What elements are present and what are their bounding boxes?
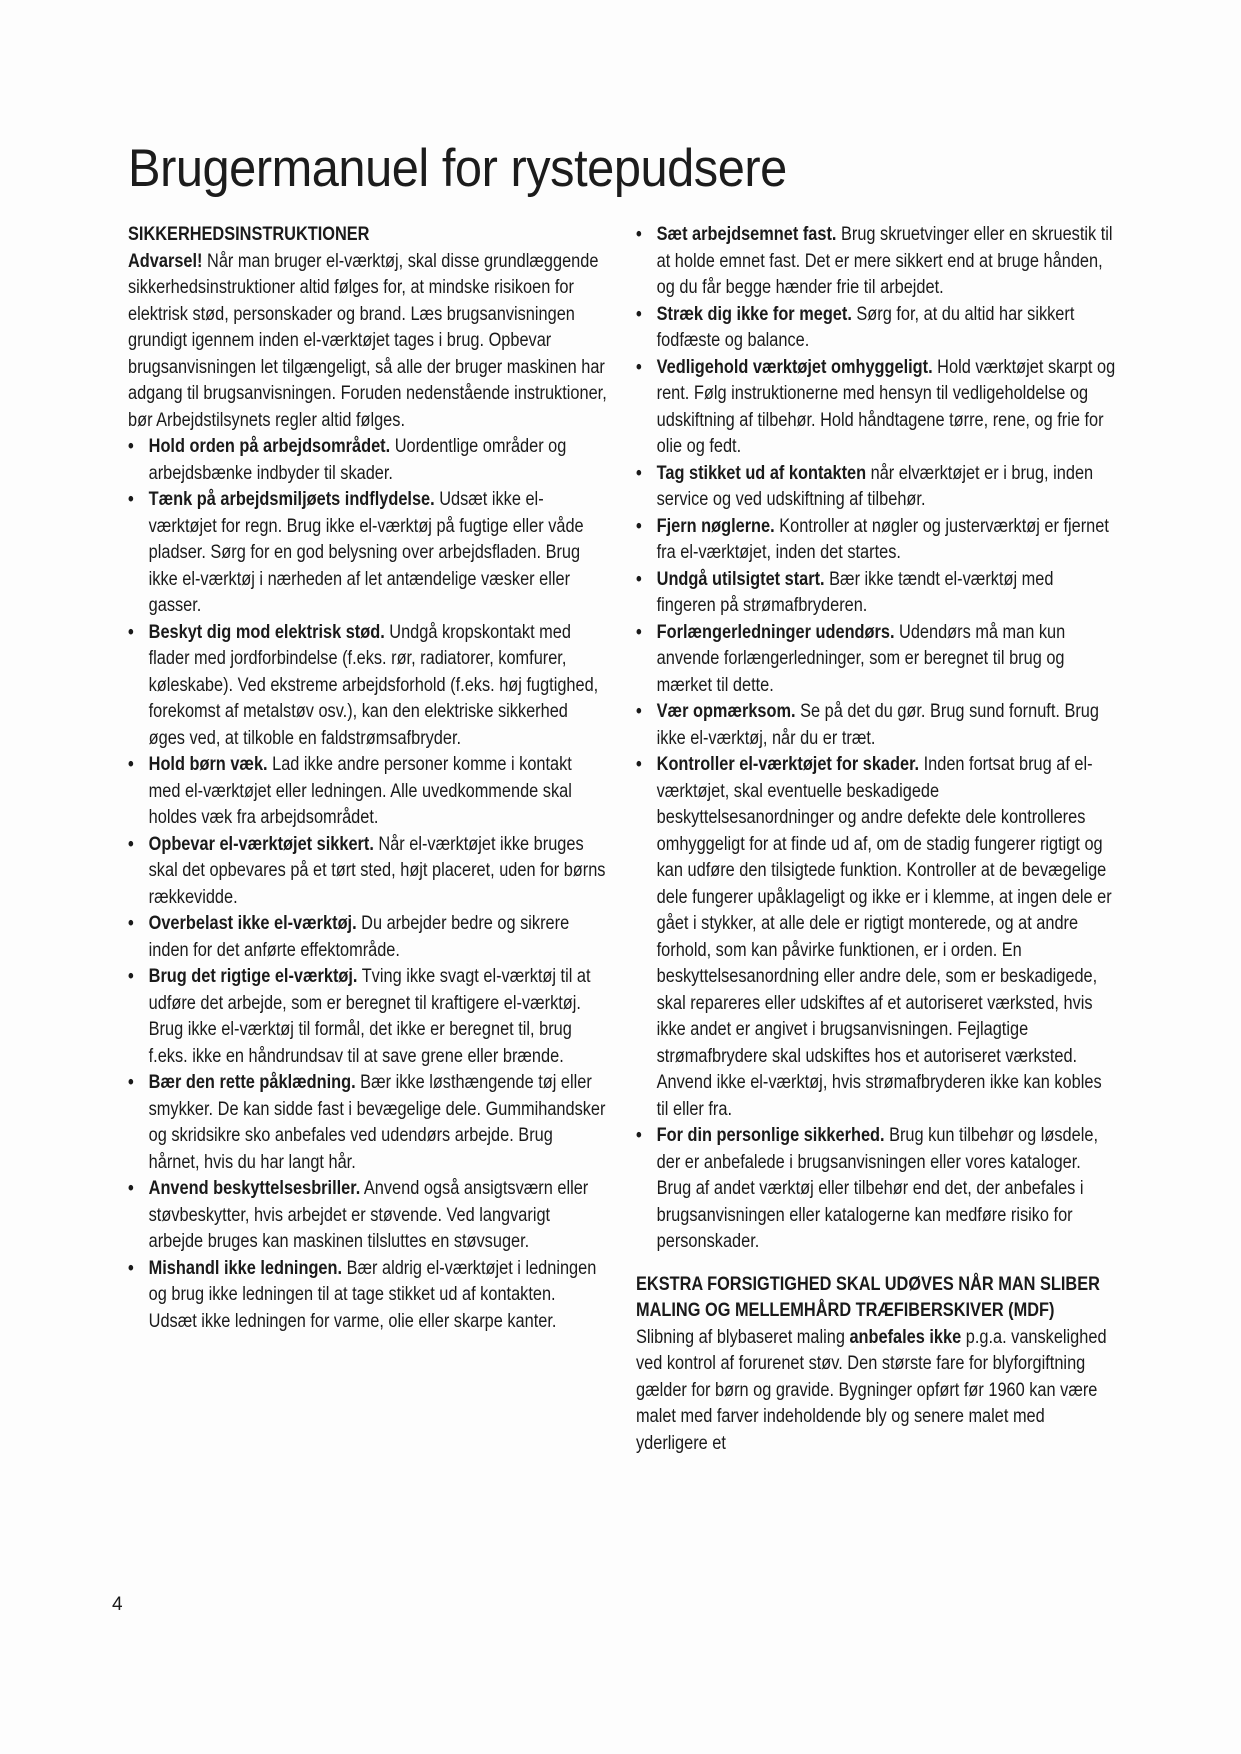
- safety-heading: SIKKERHEDSINSTRUKTIONER: [128, 224, 370, 245]
- bullet-glyph: •: [128, 913, 134, 934]
- bullet-glyph: •: [128, 754, 134, 775]
- warning-lead: Advarsel!: [128, 250, 203, 272]
- bullet-lead: Forlængerledninger udendørs.: [656, 621, 895, 643]
- bullet-text: Anvend også ansigtsværn eller støvbeskytter, hvis arbejdet er støvende. Ved langvarigt arbejde bruges kan maskinen tilsluttes en støvsuger.: [148, 1178, 589, 1252]
- bullet-lead: Fjern nøglerne.: [656, 515, 775, 537]
- bullet-text: Tving ikke svagt el-værktøj til at udføre det arbejde, som er beregnet til kraftigere el-værktøj. Brug ikke el-værktøj til formål, det ikke er beregnet til, brug f.eks. ikke en håndrundsav til at save grene eller brænde.: [148, 966, 591, 1067]
- page-number: 4: [112, 1594, 123, 1615]
- bullet-lead: Bær den rette påklædning.: [148, 1072, 356, 1093]
- bullet-lead: For din personlige sikkerhed.: [656, 1125, 885, 1146]
- bullet-text: Hold værktøjet skarpt og rent. Følg instruktionerne med hensyn til vedligeholdelse og udskiftning af tilbehør. Hold håndtagene tørre, rene, og frie for olie og fedt.: [656, 356, 1116, 457]
- bullet-text: Undgå kropskontakt med flader med jordforbindelse (f.eks. rør, radiatorer, komfurer, køleskabe). Ved ekstreme arbejdsforhold (f.eks. høj fugtighed, forekomst af metalstøv osv.), kan den elektriske sikkerhed øges ved, at tilkoble en faldstrømsafbryder.: [148, 621, 599, 749]
- bullet-glyph: •: [636, 754, 642, 775]
- bullet-glyph: •: [128, 1072, 134, 1093]
- bullet-text: Inden fortsat brug af el-værktøjet, skal eventuelle beskadigede beskyttelsesanordninger og andre defekte dele kontrolleres omhyggeligt for at finde ud af, om de stadig fungerer rigtigt og kan udføre den tilsigtede funktion. Kontroller at de bevægelige dele fungerer upåklageligt og ikke er i klemme, at ingen dele er gået i stykker, at alle dele er rigtigt monterede, og at andre forhold, som kan påvirke funktionen, er i orden. En beskyttelsesanordning eller andre dele, som er beskadigede, skal repareres eller udskiftes af et autoriseret værksted, hvis ikke andet er angivet i brugsanvisningen. Fejlagtige strømafbrydere skal udskiftes hos et autoriseret værksted. Anvend ikke el-værktøj, hvis strømafbryderen ikke kan kobles til eller fra.: [656, 754, 1112, 1120]
- list-item: [128, 620, 608, 753]
- bullet-lead: Undgå utilsigtet start.: [656, 568, 825, 590]
- bullet-text: Du arbejder bedre og sikrere inden for det anførte effektområde.: [148, 913, 570, 961]
- extra-caution-heading: EKSTRA FORSIGTIGHED SKAL UDØVES NÅR MAN SLIBER MALING OG MELLEMHÅRD TRÆFIBERSKIVER (MDF): [636, 1273, 1100, 1321]
- bullet-glyph: •: [636, 1125, 642, 1146]
- list-item: [128, 752, 608, 832]
- bullet-text: Når el-værktøjet ikke bruges skal det opbevares på et tørt sted, højt placeret, uden for børns rækkevidde.: [148, 833, 606, 908]
- bullet-lead: Sæt arbejdsemnet fast.: [656, 224, 837, 245]
- bullet-text: Udsæt ikke el-værktøjet for regn. Brug ikke el-værktøj på fugtige eller våde pladser. Sørg for en god belysning over arbejdsfladen. Brug ikke el-værktøj i nærheden af let antændelige væsker eller gasser.: [148, 489, 584, 616]
- bullet-text: Bær ikke løsthængende tøj eller smykker. De kan sidde fast i bevægelige dele. Gummihandsker og skridsikre sko anbefales ved udendørs arbejde. Brug hårnet, hvis du har langt hår.: [148, 1072, 606, 1173]
- list-item: [128, 964, 608, 1070]
- bullet-text: Se på det du gør. Brug sund fornuft. Brug ikke el-værktøj, når du er træt.: [656, 701, 1099, 749]
- bullet-glyph: •: [636, 568, 642, 590]
- bullet-lead: Anvend beskyttelsesbriller.: [148, 1178, 361, 1199]
- list-item: [636, 620, 1116, 700]
- bullet-lead: Hold orden på arbejdsområdet.: [148, 436, 391, 457]
- bullet-lead: Brug det rigtige el-værktøj.: [148, 966, 358, 987]
- bullet-lead: Tag stikket ud af kontakten: [656, 462, 867, 484]
- bullet-glyph: •: [636, 701, 642, 722]
- list-item: [636, 302, 1116, 355]
- bullet-lead: Stræk dig ikke for meget.: [656, 303, 852, 325]
- bullet-text: Kontroller at nøgler og justerværktøj er fjernet fra el-værktøjet, inden det startes.: [656, 515, 1109, 563]
- bullet-text: når elværktøjet er i brug, inden service og ved udskiftning af tilbehør.: [656, 462, 1094, 510]
- bullet-glyph: •: [128, 621, 134, 643]
- bullet-lead: Beskyt dig mod elektrisk stød.: [148, 621, 385, 643]
- list-item: [128, 1176, 608, 1256]
- lead-paint-text-a: Slibning af blybaseret maling: [636, 1326, 850, 1348]
- lead-paint-bold: anbefales ikke: [849, 1326, 962, 1348]
- bullet-text: Lad ikke andre personer komme i kontakt med el-værktøjet eller ledningen. Alle uvedkommende skal holdes væk fra arbejdsområdet.: [148, 754, 572, 828]
- list-item: [128, 434, 608, 487]
- bullet-glyph: •: [636, 224, 642, 245]
- bullet-glyph: •: [128, 1257, 134, 1279]
- right-column: [636, 222, 1116, 1457]
- lead-paint-text-b: p.g.a. vanskelighed ved kontrol af forurenet støv. Den største fare for blyforgiftning gælder for børn og gravide. Bygninger opført før 1960 kan være malet med farver indeholdende bly og senere malet med yderligere et: [636, 1326, 1107, 1454]
- list-item: [636, 1123, 1116, 1256]
- bullet-lead: Tænk på arbejdsmiljøets indflydelse.: [148, 489, 435, 510]
- list-item: [128, 1070, 608, 1176]
- bullet-glyph: •: [128, 833, 134, 855]
- bullet-glyph: •: [636, 515, 642, 537]
- warning-text: Når man bruger el-værktøj, skal disse grundlæggende sikkerhedsinstruktioner altid følges for, at mindske risikoen for elektrisk stød, personskader og brand. Læs brugsanvisningen grundigt igennem inden el-værktøjet tages i brug. Opbevar brugsanvisningen let tilgængeligt, så alle der bruger maskinen har adgang til brugsanvisningen. Foruden nedenstående instruktioner, bør Arbejdstilsynets regler altid følges.: [128, 250, 607, 431]
- bullet-text: Brug skruetvinger eller en skruestik til at holde emnet fast. Det er mere sikkert end at bruge hånden, og du får begge hænder frie til arbejdet.: [656, 224, 1113, 298]
- bullet-text: Sørg for, at du altid har sikkert fodfæste og balance.: [656, 303, 1075, 351]
- bullet-text: Bær ikke tændt el-værktøj med fingeren på strømafbryderen.: [656, 568, 1054, 616]
- bullet-lead: Opbevar el-værktøjet sikkert.: [148, 833, 374, 855]
- lead-paint-paragraph: [636, 1325, 1116, 1458]
- list-item: [636, 222, 1116, 302]
- right-bullet-list: [636, 222, 1116, 1256]
- bullet-glyph: •: [636, 621, 642, 643]
- bullet-text: Bær aldrig el-værktøjet i ledningen og brug ikke ledningen til at tage stikket ud af kontakten. Udsæt ikke ledningen for varme, olie eller skarpe kanter.: [148, 1257, 597, 1332]
- page-title: Brugermanuel for rystepudsere: [128, 139, 787, 198]
- left-column: [128, 222, 608, 1335]
- bullet-glyph: •: [636, 303, 642, 325]
- bullet-glyph: •: [128, 966, 134, 987]
- bullet-lead: Vær opmærksom.: [656, 701, 796, 722]
- bullet-lead: Kontroller el-værktøjet for skader.: [656, 754, 920, 775]
- bullet-lead: Overbelast ikke el-værktøj.: [148, 913, 357, 934]
- list-item: [128, 1256, 608, 1336]
- list-item: [128, 911, 608, 964]
- list-item: [636, 461, 1116, 514]
- bullet-glyph: •: [128, 489, 134, 510]
- list-item: [128, 832, 608, 912]
- bullet-glyph: •: [128, 436, 134, 457]
- bullet-lead: Vedligehold værktøjet omhyggeligt.: [656, 356, 933, 378]
- list-item: [636, 699, 1116, 752]
- list-item: [636, 355, 1116, 461]
- list-item: [636, 567, 1116, 620]
- bullet-glyph: •: [636, 356, 642, 378]
- bullet-glyph: •: [636, 462, 642, 484]
- bullet-text: Udendørs må man kun anvende forlængerledninger, som er beregnet til brug og mærket til dette.: [656, 621, 1066, 696]
- list-item: [636, 752, 1116, 1123]
- left-bullet-list: [128, 434, 608, 1335]
- bullet-lead: Hold børn væk.: [148, 754, 268, 775]
- bullet-lead: Mishandl ikke ledningen.: [148, 1257, 343, 1279]
- warning-paragraph: [128, 249, 608, 435]
- bullet-text: Brug kun tilbehør og løsdele, der er anbefalede i brugsanvisningen eller vores kataloger. Brug af andet værktøj eller tilbehør end det, der anbefales i brugsanvisningen eller katalogerne kan medføre risiko for personskader.: [656, 1125, 1098, 1252]
- list-item: [128, 487, 608, 620]
- bullet-text: Uordentlige områder og arbejdsbænke indbyder til skader.: [148, 436, 567, 484]
- bullet-glyph: •: [128, 1178, 134, 1199]
- list-item: [636, 514, 1116, 567]
